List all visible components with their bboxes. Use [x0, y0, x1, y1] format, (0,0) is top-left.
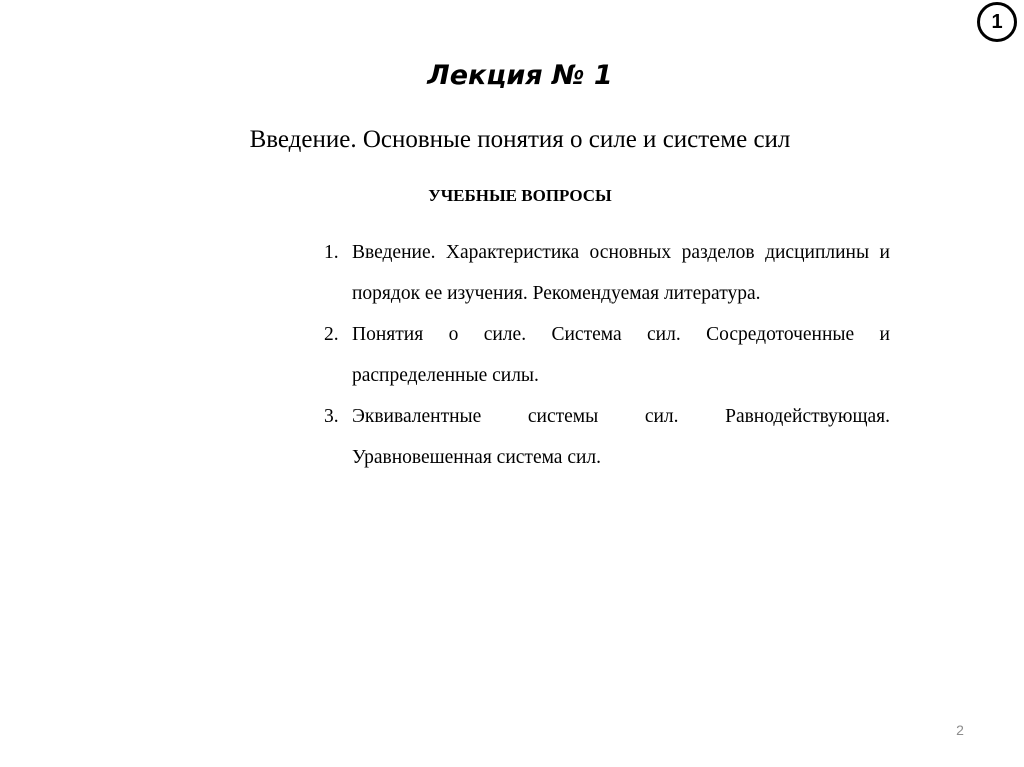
section-heading: УЧЕБНЫЕ ВОПРОСЫ [428, 186, 612, 205]
page-number: 2 [956, 722, 964, 738]
question-number: 2. [324, 324, 339, 345]
questions-list [324, 232, 890, 478]
question-number: 3. [324, 406, 339, 427]
question-item-1 [324, 232, 890, 314]
question-text: Введение. Характеристика основных разделов дисциплины и порядок ее изучения. Рекомендуемая литература. [352, 242, 890, 304]
question-item-2 [324, 314, 890, 396]
question-text: Понятия о силе. Система сил. Сосредоточенные и распределенные силы. [352, 324, 890, 386]
lecture-title: Лекция № 1 [427, 60, 613, 91]
question-text: Эквивалентные системы сил. Равнодействующая. Уравновешенная система сил. [352, 406, 890, 468]
topic-title: Введение. Основные понятия о силе и системе сил [249, 126, 791, 153]
slide-number-badge: 1 [977, 2, 1017, 42]
question-number: 1. [324, 242, 339, 263]
question-item-3 [324, 396, 890, 478]
